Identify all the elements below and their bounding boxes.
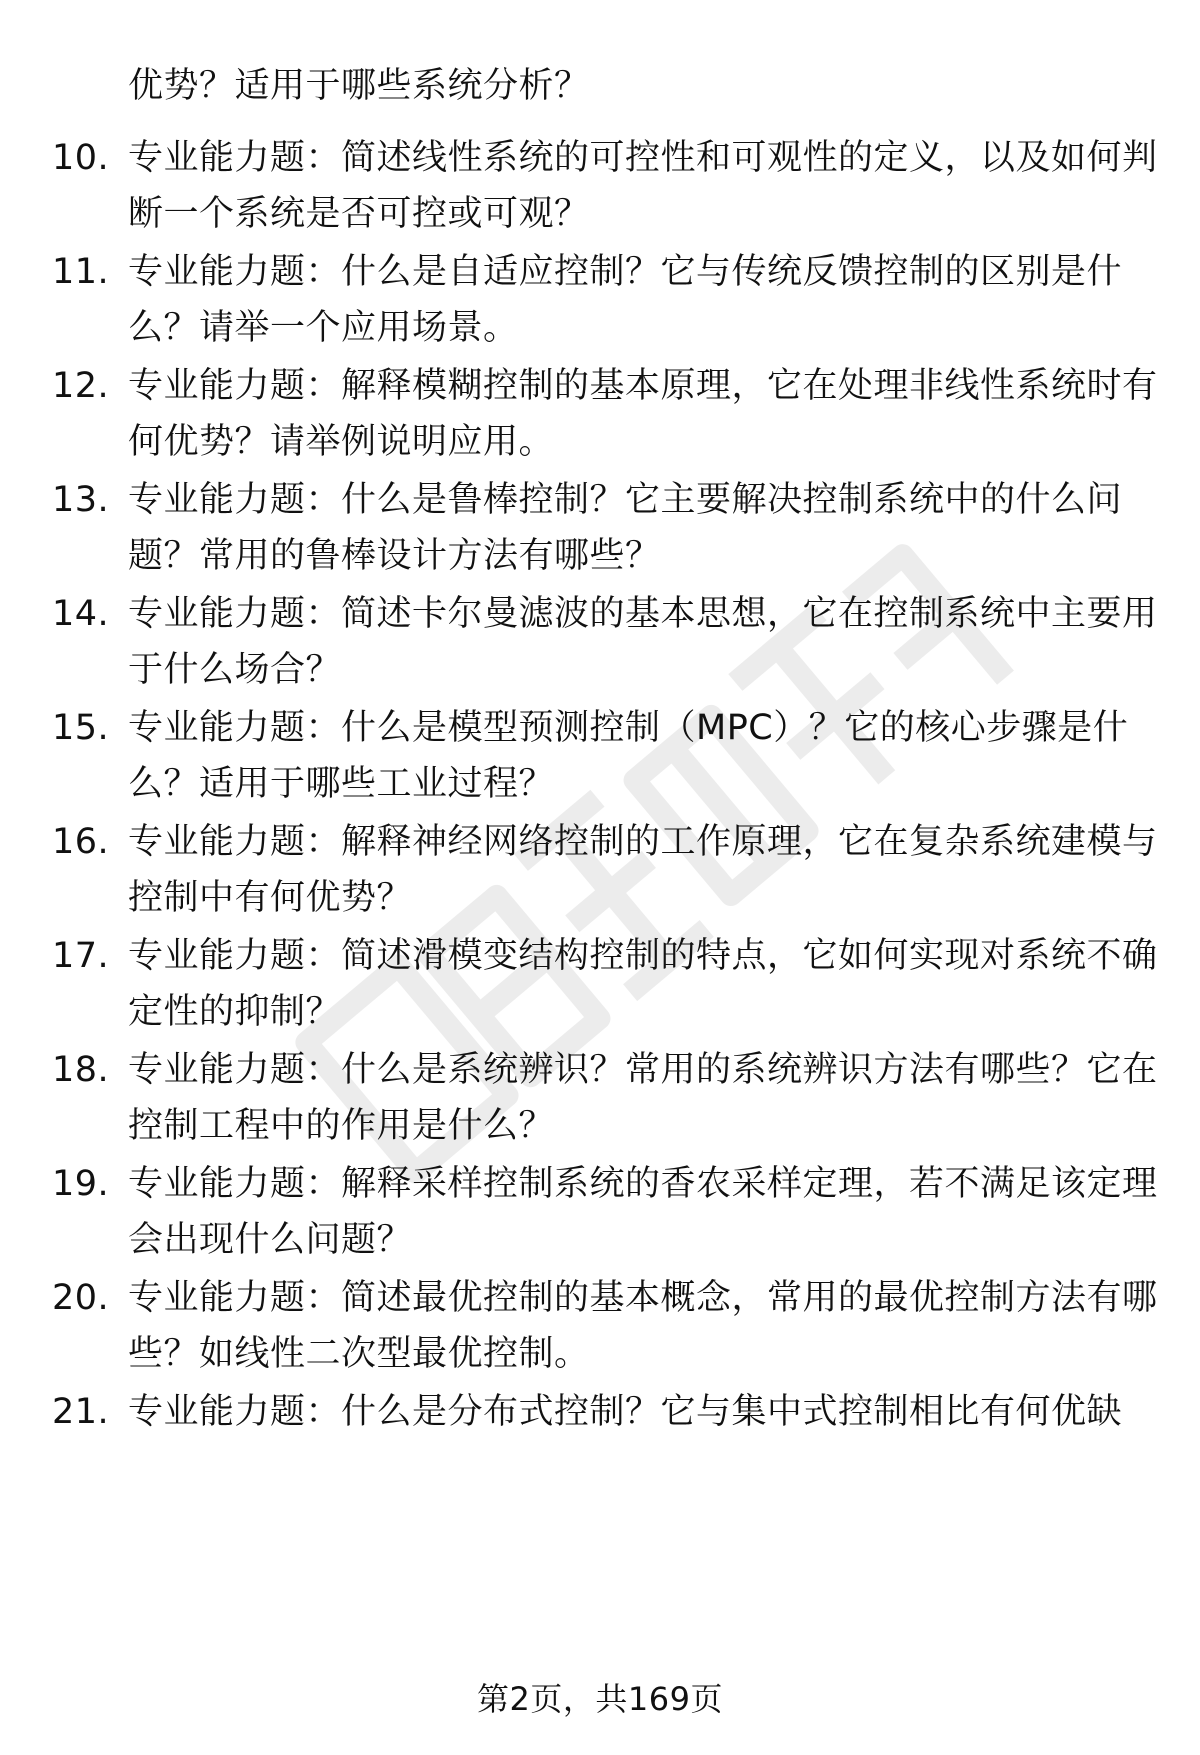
question-text: 专业能力题：解释神经网络控制的工作原理，它在复杂系统建模与控制中有何优势？: [128, 822, 1158, 918]
question-number: 10.: [52, 138, 110, 178]
page-number-footer: 第2页，共169页: [477, 1680, 723, 1718]
question-text: 专业能力题：什么是鲁棒控制？它主要解决控制系统中的什么问题？常用的鲁棒设计方法有哪些？: [128, 480, 1123, 576]
question-text: 专业能力题：什么是自适应控制？它与传统反馈控制的区别是什么？请举一个应用场景。: [128, 252, 1123, 348]
question-number: 21.: [52, 1392, 110, 1432]
question-text: 专业能力题：简述滑模变结构控制的特点，它如何实现对系统不确定性的抑制？: [128, 936, 1158, 1032]
question-number: 11.: [52, 252, 110, 292]
question-number: 15.: [52, 708, 110, 748]
question-text: 专业能力题：解释模糊控制的基本原理，它在处理非线性系统时有何优势？请举例说明应用。: [128, 366, 1158, 462]
question-number: 17.: [52, 936, 110, 976]
question-text: 专业能力题：简述线性系统的可控性和可观性的定义，以及如何判断一个系统是否可控或可观？: [128, 138, 1158, 234]
question-number: 14.: [52, 594, 110, 634]
question-number: 16.: [52, 822, 110, 862]
question-number: 18.: [52, 1050, 110, 1090]
question-number: 13.: [52, 480, 110, 520]
question-number: 20.: [52, 1278, 110, 1318]
question-number: 12.: [52, 366, 110, 406]
question-number: 19.: [52, 1164, 110, 1204]
question-text: 专业能力题：简述卡尔曼滤波的基本思想，它在控制系统中主要用于什么场合？: [128, 594, 1158, 690]
question-text: 专业能力题：什么是系统辨识？常用的系统辨识方法有哪些？它在控制工程中的作用是什么？: [128, 1050, 1158, 1146]
question-text: 专业能力题：简述最优控制的基本概念，常用的最优控制方法有哪些？如线性二次型最优控制。: [128, 1278, 1158, 1374]
question-text: 专业能力题：什么是分布式控制？它与集中式控制相比有何优缺: [128, 1392, 1123, 1432]
question-text: 专业能力题：什么是模型预测控制（MPC）？它的核心步骤是什么？适用于哪些工业过程？: [128, 708, 1129, 804]
continuation-text: 优势？适用于哪些系统分析？: [128, 66, 590, 106]
question-text: 专业能力题：解释采样控制系统的香农采样定理，若不满足该定理会出现什么问题？: [128, 1164, 1158, 1260]
